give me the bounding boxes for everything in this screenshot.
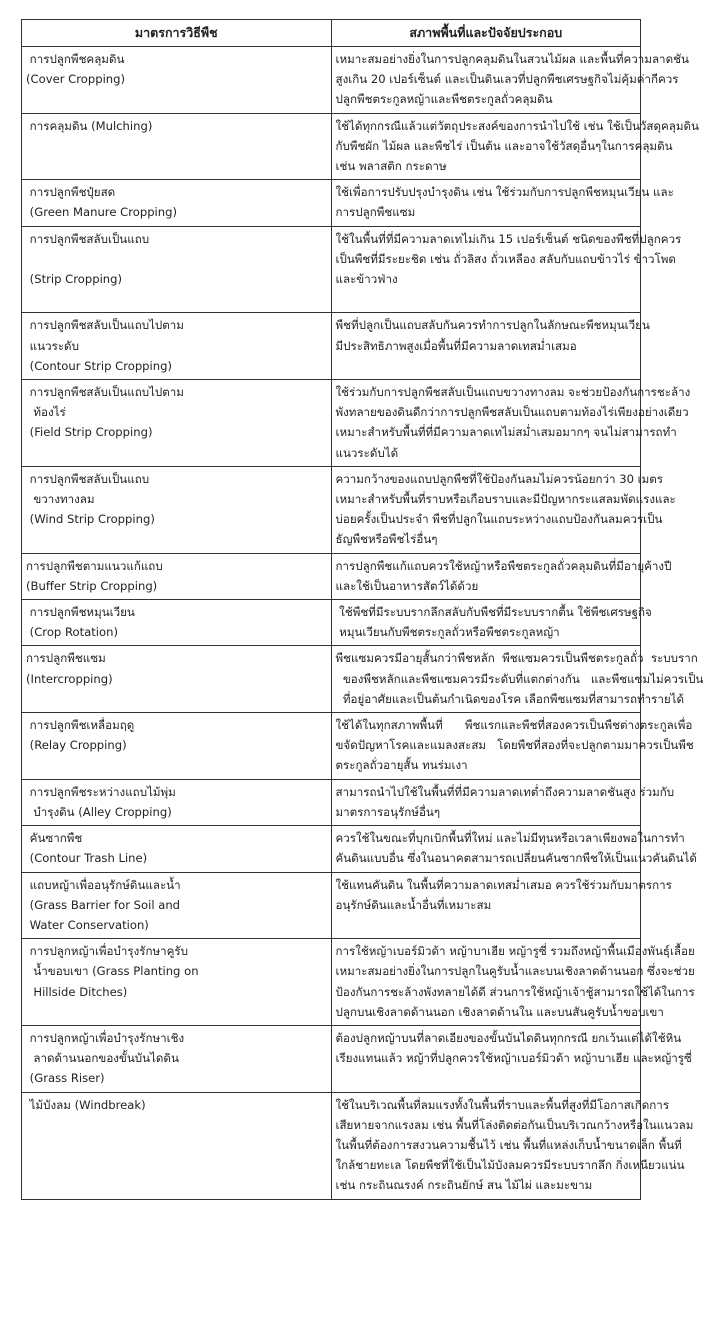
condition-text: ใช้พืชที่มีระบบรากลึกสลับกับพืชที่มีระบบรากตื้น ใช้พืชเศรษฐกิจ	[335, 605, 652, 620]
method-text: การปลูกพืชเหลื่อมฤดู	[26, 718, 135, 733]
condition-text: เช่น พลาสติก กระดาษ	[335, 159, 447, 174]
condition-text: ในพื้นที่ต้องการสงวนความชื้นไว้ เช่น พื้นที่แหล่งเก็บน้ำขนาดเล็ก พื้นที่	[335, 1137, 682, 1152]
table-container	[21, 19, 703, 1200]
method-cell	[22, 872, 332, 939]
method-text: (Cover Cropping)	[26, 72, 126, 87]
method-text: (Contour Trash Line)	[26, 851, 148, 866]
condition-text: อนุรักษ์ดินและน้ำอื่นที่เหมาะสม	[335, 897, 492, 912]
method-text: (Grass Riser)	[26, 1071, 105, 1086]
condition-text: ใช้เพื่อการปรับปรุงบำรุงดิน เช่น ใช้ร่วมกับการปลูกพืชหมุนเวียน และ	[335, 185, 674, 200]
condition-cell	[331, 380, 691, 467]
condition-cell	[331, 226, 682, 313]
blank-line	[336, 289, 637, 309]
condition-text: ป้องกันการชะล้างพังทลายได้ดี ส่วนการใช้หญ้าเจ้าชู้สามารถใช้ได้ในการ	[335, 984, 695, 999]
table-row	[22, 313, 641, 380]
table-row	[22, 1025, 641, 1092]
condition-text: เสียหายจากแรงลม เช่น พื้นที่โล่งติดต่อกันเป็นบริเวณกว้างหรือในแนวลม	[335, 1117, 694, 1132]
condition-text: พังทลายของดินดีกว่าการปลูกพืชสลับเป็นแถบตามท้องไร่เพียงอย่างเดียว	[335, 405, 689, 420]
table-row	[22, 553, 641, 599]
condition-text: ใช้ในบริเวณพื้นที่ลมแรงทั้งในพื้นที่ราบและพื้นที่สูงที่มีโอกาสเกิดการ	[335, 1097, 670, 1112]
table-row	[22, 939, 641, 1026]
condition-text: ที่อยู่อาศัยและเป็นต้นกำเนิดของโรค เลือกพืชแซมที่สามารถทำรายได้	[335, 691, 685, 706]
method-text: การปลูกพืชแซม	[26, 651, 106, 666]
method-text: การปลูกพืชสลับเป็นแถบ	[26, 471, 150, 486]
condition-text: การปลูกพืชแซม	[335, 205, 416, 220]
condition-text: และใช้เป็นอาหารสัตว์ได้ด้วย	[335, 578, 479, 593]
method-text: (Contour Strip Cropping)	[26, 358, 172, 373]
condition-cell	[331, 1092, 694, 1199]
condition-cell	[331, 313, 650, 380]
condition-cell	[331, 553, 672, 599]
condition-text: บ่อยครั้งเป็นประจำ พืชที่ปลูกในแถบระหว่างแถบป้องกันลมควรเป็น	[335, 512, 663, 527]
condition-text: ใช้ในพื้นที่ที่มีความลาดเทไม่เกิน 15 เปอร์เซ็นต์ ชนิดของพืชที่ปลูกควร	[335, 231, 682, 246]
table-row	[22, 826, 641, 872]
table-row	[22, 779, 641, 825]
condition-text: เป็นพืชที่มีระยะชิด เช่น ถั่วลิสง ถั่วเหลือง สลับกับแถบข้าวไร่ ข้าวโพด	[335, 251, 676, 266]
condition-text: หมุนเวียนกับพืชตระกูลถั่วหรือพืชตระกูลหญ้า	[335, 625, 560, 640]
table-row	[22, 113, 641, 180]
method-cell	[22, 113, 332, 180]
method-cell	[22, 713, 332, 780]
condition-cell	[331, 646, 703, 713]
method-text: (Buffer Strip Cropping)	[26, 578, 158, 593]
condition-cell	[331, 466, 676, 553]
condition-text: เรียงแทนแล้ว หญ้าที่ปลูกควรใช้หญ้าเบอร์มิวด้า หญ้าบาเฮีย และหญ้ารูซี่	[335, 1051, 692, 1066]
condition-text: ธัญพืชหรือพืชไร่อื่นๆ	[335, 532, 438, 547]
condition-text: กับพืชผัก ไม้ผล และพืชไร่ เป็นต้น และอาจใช้วัสดุอื่นๆในการคลุมดิน	[335, 138, 673, 153]
method-cell	[22, 826, 332, 872]
method-text: (Green Manure Cropping)	[26, 205, 178, 220]
method-cell	[22, 1025, 332, 1092]
table-row	[22, 180, 641, 226]
condition-cell	[331, 180, 674, 226]
blank-line	[26, 249, 327, 269]
method-cell	[22, 180, 332, 226]
method-cell	[22, 553, 332, 599]
method-text: (Crop Rotation)	[26, 625, 118, 640]
condition-cell	[331, 600, 652, 646]
condition-text: พืชที่ปลูกเป็นแถบสลับกันควรทำการปลูกในลักษณะพืชหมุนเวียน	[335, 318, 650, 333]
method-text: ลาดด้านนอกของขั้นบันไดดิน	[26, 1051, 179, 1066]
condition-text: สามารถนำไปใช้ในพื้นที่ที่มีความลาดเทต่ำถึงความลาดชันสูง ร่วมกับ	[335, 784, 675, 799]
method-text: การปลูกพืชสลับเป็นแถบ	[26, 231, 150, 246]
condition-text: ใกล้ชายทะเล โดยพืชที่ใช้เป็นไม้บังลมควรมีระบบรากลึก กิ่งเหนียวแน่น	[335, 1158, 685, 1173]
table-row	[22, 1092, 641, 1199]
method-text: ไม้บังลม (Windbreak)	[26, 1097, 146, 1112]
method-cell	[22, 226, 332, 313]
method-text: การคลุมดิน (Mulching)	[26, 118, 153, 133]
method-text: การปลูกหญ้าเพื่อบำรุงรักษาเชิง	[26, 1030, 185, 1045]
condition-text: เหมาะสมอย่างยิ่งในการปลูกคลุมดินในสวนไม้ผล และพื้นที่ความลาดชัน	[335, 52, 689, 66]
table-row	[22, 380, 641, 467]
condition-text: มาตรการอนุรักษ์อื่นๆ	[335, 804, 441, 819]
condition-text: การปลูกพืชแก้แถบควรใช้หญ้าหรือพืชตระกูลถั่วคลุมดินที่มีอายุค้างปี	[335, 558, 672, 573]
condition-text: การใช้หญ้าเบอร์มิวด้า หญ้าบาเฮีย หญ้ารูซี่ รวมถึงหญ้าพื้นเมืองพันธุ์เลื้อย	[335, 944, 695, 959]
method-text: การปลูกพืชสลับเป็นแถบไปตาม	[26, 318, 184, 333]
condition-text: ใช้แทนคันดิน ในพื้นที่ความลาดเทสม่ำเสมอ ควรใช้ร่วมกับมาตรการ	[335, 877, 672, 892]
condition-text: ใช้ได้ทุกกรณีแล้วแต่วัตถุประสงค์ของการนำไปใช้ เช่น ใช้เป็นวัสดุคลุมดิน	[335, 118, 699, 133]
condition-text: ความกว้างของแถบปลูกพืชที่ใช้ป้องกันลมไม่ควรน้อยกว่า 30 เมตร	[335, 471, 664, 486]
condition-text: เหมาะสมอย่างยิ่งในการปลูกในคูรับน้ำและบนเชิงลาดด้านนอก ซึ่งจะช่วย	[335, 964, 695, 979]
condition-cell	[331, 826, 697, 872]
table-row	[22, 872, 641, 939]
method-text: (Grass Barrier for Soil and	[26, 897, 181, 912]
table-header-row	[22, 20, 641, 47]
condition-text: พืชแซมควรมีอายุสั้นกว่าพืชหลัก พืชแซมควรเป็นพืชตระกูลถั่ว ระบบราก	[335, 651, 698, 666]
condition-text: ใช้ได้ในทุกสภาพพื้นที่ พืชแรกและพืชที่สองควรเป็นพืชต่างตระกูลเพื่อ	[335, 718, 693, 733]
table-row	[22, 713, 641, 780]
method-text: (Wind Strip Cropping)	[26, 512, 155, 527]
table-body	[22, 47, 703, 1200]
condition-text: ปลูกบนเชิงลาดด้านนอก เชิงลาดด้านใน และบนสันคูรับน้ำขอบเขา	[335, 1004, 664, 1019]
condition-text: ควรใช้ในขณะที่บุกเบิกพื้นที่ใหม่ และไม่มีทุนหรือเวลาเพียงพอในการทำ	[335, 831, 685, 846]
method-text: แนวระดับ	[26, 338, 79, 353]
condition-text: ปลูกพืชตระกูลหญ้าและพืชตระกูลถั่วคลุมดิน	[335, 92, 553, 107]
method-text: (Field Strip Cropping)	[26, 425, 153, 440]
condition-cell	[331, 713, 694, 780]
condition-cell	[331, 939, 695, 1026]
condition-text: ใช้ร่วมกับการปลูกพืชสลับเป็นแถบขวางทางลม จะช่วยป้องกันการชะล้าง	[335, 385, 691, 400]
condition-cell	[331, 872, 672, 939]
table-row	[22, 646, 641, 713]
condition-text: สูงเกิน 20 เปอร์เซ็นต์ และเป็นดินเลวที่ปลูกพืชเศรษฐกิจไม่คุ้มค่ากีควร	[335, 72, 679, 87]
method-text: น้ำขอบเขา (Grass Planting on	[26, 964, 199, 979]
method-text: การปลูกพืชสลับเป็นแถบไปตาม	[26, 385, 184, 400]
method-cell	[22, 646, 332, 713]
table-row	[22, 466, 641, 553]
condition-text: ของพืชหลักและพืชแซมควรมีระดับที่แตกต่างกัน และพืชแซมไม่ควรเป็น	[335, 671, 703, 686]
method-cell	[22, 1092, 332, 1199]
table-row	[22, 600, 641, 646]
condition-text: คันดินแบบอื่น ซึ่งในอนาคตสามารถเปลี่ยนคันซากพืชให้เป็นแนวคันดินได้	[335, 851, 697, 866]
method-text: การปลูกพืชคลุมดิน	[26, 52, 125, 66]
conservation-methods-table	[21, 19, 703, 1200]
method-text: การปลูกพืชตามแนวแก้แถบ	[26, 558, 163, 573]
method-text: การปลูกพืชปุ๋ยสด	[26, 185, 116, 200]
condition-cell	[331, 1025, 692, 1092]
method-text: การปลูกพืชระหว่างแถบไม้พุ่ม	[26, 784, 176, 799]
condition-text: มีประสิทธิภาพสูงเมื่อพื้นที่มีความลาดเทสม่ำเสมอ	[335, 338, 577, 353]
condition-cell	[331, 47, 689, 114]
condition-text: เหมาะสำหรับพื้นที่ราบหรือเกือบราบและมีปัญหากระแสลมพัดแรงและ	[335, 492, 676, 507]
column-header-method: มาตรการวิธีพืช	[22, 20, 332, 47]
method-text: (Intercropping)	[26, 671, 113, 686]
condition-text: เช่น กระถินณรงค์ กระถินยักษ์ สน ไม้ไผ่ และมะขาม	[335, 1178, 593, 1193]
condition-text: และข้าวฟ่าง	[335, 272, 398, 287]
method-text: บำรุงดิน (Alley Cropping)	[26, 804, 172, 819]
method-text: การปลูกพืชหมุนเวียน	[26, 605, 135, 620]
method-text: ขวางทางลม	[26, 492, 95, 507]
method-text: แถบหญ้าเพื่ออนุรักษ์ดินและน้ำ	[26, 877, 181, 892]
method-cell	[22, 466, 332, 553]
column-header-condition: สภาพพื้นที่และปัจจัยประกอบ	[331, 20, 641, 47]
condition-text: ตระกูลถั่วอายุสั้น ทนร่มเงา	[335, 758, 468, 773]
method-text: ท้องไร่	[26, 405, 66, 420]
method-cell	[22, 600, 332, 646]
method-cell	[22, 779, 332, 825]
condition-cell	[331, 113, 699, 180]
method-cell	[22, 47, 332, 114]
condition-text: ขจัดปัญหาโรคและแมลงสะสม โดยพืชที่สองที่จะปลูกตามมาควรเป็นพืช	[335, 738, 694, 753]
method-text: (Strip Cropping)	[26, 272, 123, 287]
method-text: (Relay Cropping)	[26, 738, 127, 753]
condition-text: เหมาะสำหรับพื้นที่ที่มีความลาดเทไม่สม่ำเสมอมากๆ จนไม่สามารถทำ	[335, 425, 677, 440]
method-text: คันซากพืช	[26, 831, 83, 846]
blank-line	[336, 1068, 637, 1088]
method-text: Water Conservation)	[26, 917, 149, 932]
table-row	[22, 226, 641, 313]
table-row	[22, 47, 641, 114]
condition-cell	[331, 779, 675, 825]
condition-text: ต้องปลูกหญ้าบนที่ลาดเอียงของขั้นบันไดดินทุกกรณี ยกเว้นแต่ได้ใช้หิน	[335, 1030, 682, 1045]
method-cell	[22, 313, 332, 380]
method-cell	[22, 939, 332, 1026]
method-cell	[22, 380, 332, 467]
condition-text: แนวระดับได้	[335, 445, 399, 460]
method-text: การปลูกหญ้าเพื่อบำรุงรักษาคูรับ	[26, 944, 189, 959]
method-text: Hillside Ditches)	[26, 984, 128, 999]
